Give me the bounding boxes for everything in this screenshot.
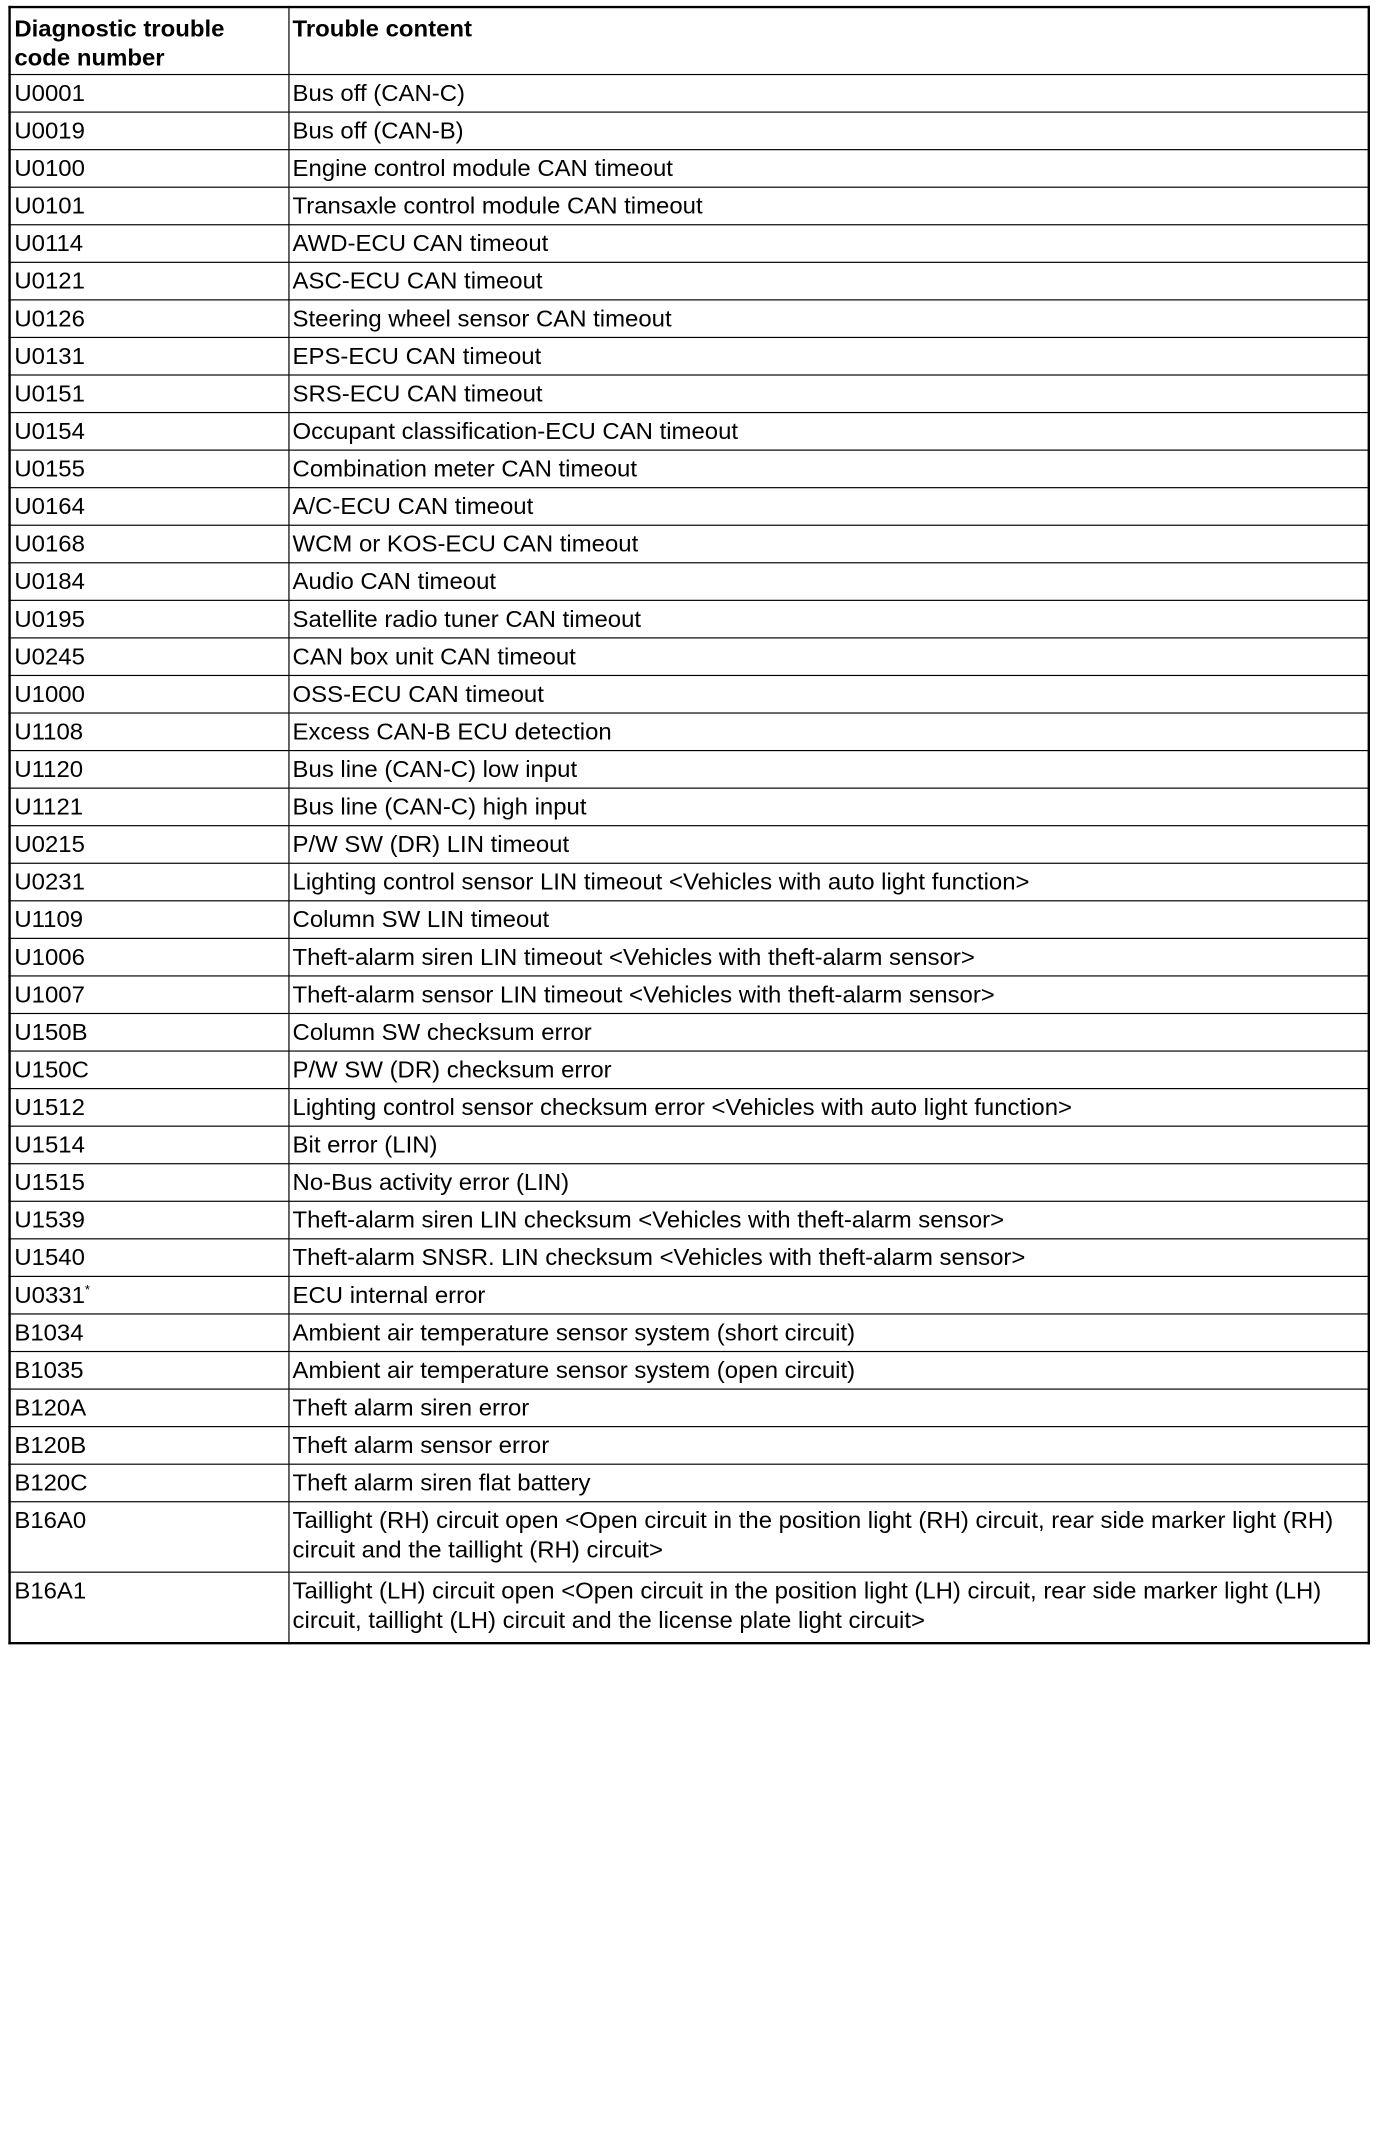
table-row	[10, 863, 1369, 901]
trouble-content-cell: Theft alarm sensor error	[288, 1427, 1368, 1465]
trouble-content-cell: Engine control module CAN timeout	[288, 150, 1368, 188]
trouble-content-cell: Excess CAN-B ECU detection	[288, 713, 1368, 751]
dtc-code: U1512	[14, 1095, 85, 1121]
dtc-code-cell	[10, 450, 289, 488]
table-row	[10, 976, 1369, 1014]
dtc-code-cell	[10, 638, 289, 676]
dtc-code-cell	[10, 337, 289, 375]
trouble-content-cell: No-Bus activity error (LIN)	[288, 1164, 1368, 1202]
trouble-content-cell: Theft-alarm siren LIN checksum <Vehicles with theft-alarm sensor>	[288, 1201, 1368, 1239]
dtc-code-cell	[10, 225, 289, 263]
dtc-code-cell	[10, 1572, 289, 1642]
dtc-code: U1108	[14, 719, 84, 746]
trouble-content-cell: Bus off (CAN-C)	[288, 75, 1368, 113]
trouble-content-cell: Steering wheel sensor CAN timeout	[288, 300, 1368, 338]
table-row	[10, 1013, 1369, 1051]
dtc-code-cell	[10, 112, 289, 150]
dtc-code: U150C	[14, 1057, 89, 1084]
dtc-code-cell	[10, 938, 289, 976]
dtc-code-cell	[10, 1389, 289, 1427]
table-row	[10, 1089, 1369, 1127]
dtc-code: U0126	[14, 306, 85, 333]
table-row	[10, 187, 1369, 225]
dtc-code: U1515	[14, 1170, 85, 1197]
trouble-content-cell: Satellite radio tuner CAN timeout	[288, 600, 1368, 638]
dtc-code: U0100	[14, 156, 85, 182]
trouble-content-cell: Theft alarm siren flat battery	[288, 1464, 1368, 1502]
dtc-code: U0114	[14, 231, 84, 258]
dtc-code-cell	[10, 1126, 289, 1164]
dtc-code-cell	[10, 826, 289, 864]
dtc-code-cell	[10, 1089, 289, 1127]
dtc-code-cell	[10, 1464, 289, 1502]
dtc-code-cell	[10, 1427, 289, 1465]
table-row	[10, 1126, 1369, 1164]
table-row	[10, 1201, 1369, 1239]
dtc-code: U0154	[14, 419, 85, 445]
trouble-content-cell: A/C-ECU CAN timeout	[288, 488, 1368, 526]
table-row	[10, 450, 1369, 488]
trouble-content-cell: P/W SW (DR) LIN timeout	[288, 826, 1368, 864]
trouble-content-cell: Audio CAN timeout	[288, 563, 1368, 601]
dtc-code: U0231	[14, 869, 85, 896]
dtc-code: U0184	[14, 569, 85, 596]
dtc-code-cell	[10, 75, 289, 113]
dtc-code-cell	[10, 863, 289, 901]
trouble-content-cell: Column SW checksum error	[288, 1013, 1368, 1051]
trouble-content-cell: Occupant classification-ECU CAN timeout	[288, 413, 1368, 451]
dtc-code: U1120	[14, 757, 84, 783]
trouble-content-cell: Ambient air temperature sensor system (short circuit)	[288, 1314, 1368, 1352]
dtc-code-cell	[10, 187, 289, 225]
dtc-code: U1109	[14, 907, 84, 934]
trouble-content-cell: Ambient air temperature sensor system (open circuit)	[288, 1352, 1368, 1390]
dtc-code: U0001	[14, 80, 85, 107]
table-row	[10, 1502, 1369, 1572]
trouble-content-cell: WCM or KOS-ECU CAN timeout	[288, 525, 1368, 563]
table-row	[10, 75, 1369, 113]
trouble-content-cell: Theft-alarm SNSR. LIN checksum <Vehicles with theft-alarm sensor>	[288, 1239, 1368, 1277]
table-row	[10, 525, 1369, 563]
dtc-code-cell	[10, 413, 289, 451]
table-row	[10, 1427, 1369, 1465]
table-row	[10, 488, 1369, 526]
table-row	[10, 262, 1369, 300]
dtc-code-cell	[10, 1013, 289, 1051]
table-row	[10, 1276, 1369, 1314]
dtc-code: B120B	[14, 1433, 87, 1459]
trouble-content-cell: Bus off (CAN-B)	[288, 112, 1368, 150]
table-row	[10, 1352, 1369, 1390]
table-row	[10, 751, 1369, 789]
column-header-code: Diagnostic trouble code number	[10, 7, 289, 74]
dtc-code-cell	[10, 262, 289, 300]
dtc-code: U0164	[14, 494, 85, 520]
dtc-code: U0168	[14, 531, 85, 558]
dtc-code: B120C	[14, 1470, 88, 1497]
dtc-code-cell	[10, 1502, 289, 1572]
dtc-code: B1034	[14, 1320, 84, 1347]
dtc-code: U1121	[14, 794, 84, 821]
dtc-code-cell	[10, 375, 289, 413]
dtc-code-cell	[10, 525, 289, 563]
table-row	[10, 600, 1369, 638]
dtc-table	[8, 6, 1370, 1644]
trouble-content-cell: AWD-ECU CAN timeout	[288, 225, 1368, 263]
dtc-code: U1006	[14, 944, 85, 971]
dtc-code-cell	[10, 600, 289, 638]
table-row	[10, 300, 1369, 338]
dtc-code-cell	[10, 1164, 289, 1202]
trouble-content-cell: Lighting control sensor checksum error <Vehicles with auto light function>	[288, 1089, 1368, 1127]
dtc-code-cell	[10, 675, 289, 713]
table-row	[10, 1572, 1369, 1642]
trouble-content-cell: CAN box unit CAN timeout	[288, 638, 1368, 676]
dtc-code-cell	[10, 1051, 289, 1089]
dtc-code-cell	[10, 1239, 289, 1277]
dtc-code: U1540	[14, 1245, 85, 1272]
table-row	[10, 112, 1369, 150]
table-row	[10, 1239, 1369, 1277]
table-row	[10, 413, 1369, 451]
dtc-code: U1000	[14, 681, 85, 708]
table-row	[10, 788, 1369, 826]
table-row	[10, 1464, 1369, 1502]
trouble-content-cell: Lighting control sensor LIN timeout <Vehicles with auto light function>	[288, 863, 1368, 901]
dtc-code-cell	[10, 976, 289, 1014]
dtc-code-cell	[10, 563, 289, 601]
trouble-content-cell: Bus line (CAN-C) low input	[288, 751, 1368, 789]
trouble-content-cell: Theft-alarm siren LIN timeout <Vehicles with theft-alarm sensor>	[288, 938, 1368, 976]
dtc-code-cell	[10, 901, 289, 939]
table-body	[10, 75, 1369, 1643]
table-row	[10, 938, 1369, 976]
trouble-content-cell: Combination meter CAN timeout	[288, 450, 1368, 488]
dtc-code: U150B	[14, 1019, 88, 1046]
dtc-code: U0151	[14, 381, 85, 408]
footnote-mark: *	[84, 1283, 90, 1298]
dtc-code-cell	[10, 1201, 289, 1239]
trouble-content-cell: Taillight (LH) circuit open <Open circuit in the position light (LH) circuit, rear side marker light (LH) circuit, taillight (LH) circuit and the license plate light circuit>	[288, 1572, 1368, 1642]
dtc-code: U0215	[14, 832, 85, 858]
dtc-code: U0101	[14, 193, 85, 220]
dtc-code: U0195	[14, 606, 85, 633]
table-header-row	[10, 7, 1369, 74]
dtc-code-cell	[10, 150, 289, 188]
dtc-code-cell	[10, 1314, 289, 1352]
dtc-code-cell	[10, 751, 289, 789]
table-row	[10, 1051, 1369, 1089]
table-row	[10, 675, 1369, 713]
table-row	[10, 337, 1369, 375]
table-row	[10, 713, 1369, 751]
table-row	[10, 150, 1369, 188]
dtc-code: U1514	[14, 1132, 85, 1159]
table-row	[10, 375, 1369, 413]
trouble-content-cell: Taillight (RH) circuit open <Open circuit in the position light (RH) circuit, rear side marker light (RH) circuit and the taillight (RH) circuit>	[288, 1502, 1368, 1572]
dtc-code-cell	[10, 488, 289, 526]
column-header-content: Trouble content	[288, 7, 1368, 74]
dtc-code-cell	[10, 788, 289, 826]
dtc-code: U0155	[14, 456, 85, 483]
table-row	[10, 1389, 1369, 1427]
table-row	[10, 1314, 1369, 1352]
trouble-content-cell: Theft alarm siren error	[288, 1389, 1368, 1427]
dtc-code: B1035	[14, 1357, 84, 1384]
trouble-content-cell: Bit error (LIN)	[288, 1126, 1368, 1164]
dtc-code: B16A1	[14, 1578, 87, 1605]
dtc-code-cell	[10, 713, 289, 751]
table-row	[10, 563, 1369, 601]
dtc-code: B120A	[14, 1395, 87, 1422]
table-row	[10, 901, 1369, 939]
dtc-code: U1539	[14, 1207, 85, 1234]
table-row	[10, 1164, 1369, 1202]
trouble-content-cell: Column SW LIN timeout	[288, 901, 1368, 939]
dtc-code: U1007	[14, 982, 85, 1009]
dtc-code: U0245	[14, 644, 85, 671]
trouble-content-cell: EPS-ECU CAN timeout	[288, 337, 1368, 375]
table-row	[10, 638, 1369, 676]
dtc-code-cell	[10, 1276, 289, 1314]
trouble-content-cell: P/W SW (DR) checksum error	[288, 1051, 1368, 1089]
table-row	[10, 225, 1369, 263]
dtc-code: B16A0	[14, 1508, 87, 1535]
trouble-content-cell: OSS-ECU CAN timeout	[288, 675, 1368, 713]
dtc-code: U0121	[14, 268, 85, 295]
trouble-content-cell: Theft-alarm sensor LIN timeout <Vehicles with theft-alarm sensor>	[288, 976, 1368, 1014]
trouble-content-cell: ASC-ECU CAN timeout	[288, 262, 1368, 300]
trouble-content-cell: ECU internal error	[288, 1276, 1368, 1314]
dtc-code: U0019	[14, 118, 85, 145]
dtc-code-cell	[10, 1352, 289, 1390]
dtc-code-cell	[10, 300, 289, 338]
trouble-content-cell: Bus line (CAN-C) high input	[288, 788, 1368, 826]
dtc-code: U0131	[14, 343, 85, 370]
dtc-code: U0331	[14, 1282, 85, 1309]
table-row	[10, 826, 1369, 864]
trouble-content-cell: SRS-ECU CAN timeout	[288, 375, 1368, 413]
trouble-content-cell: Transaxle control module CAN timeout	[288, 187, 1368, 225]
